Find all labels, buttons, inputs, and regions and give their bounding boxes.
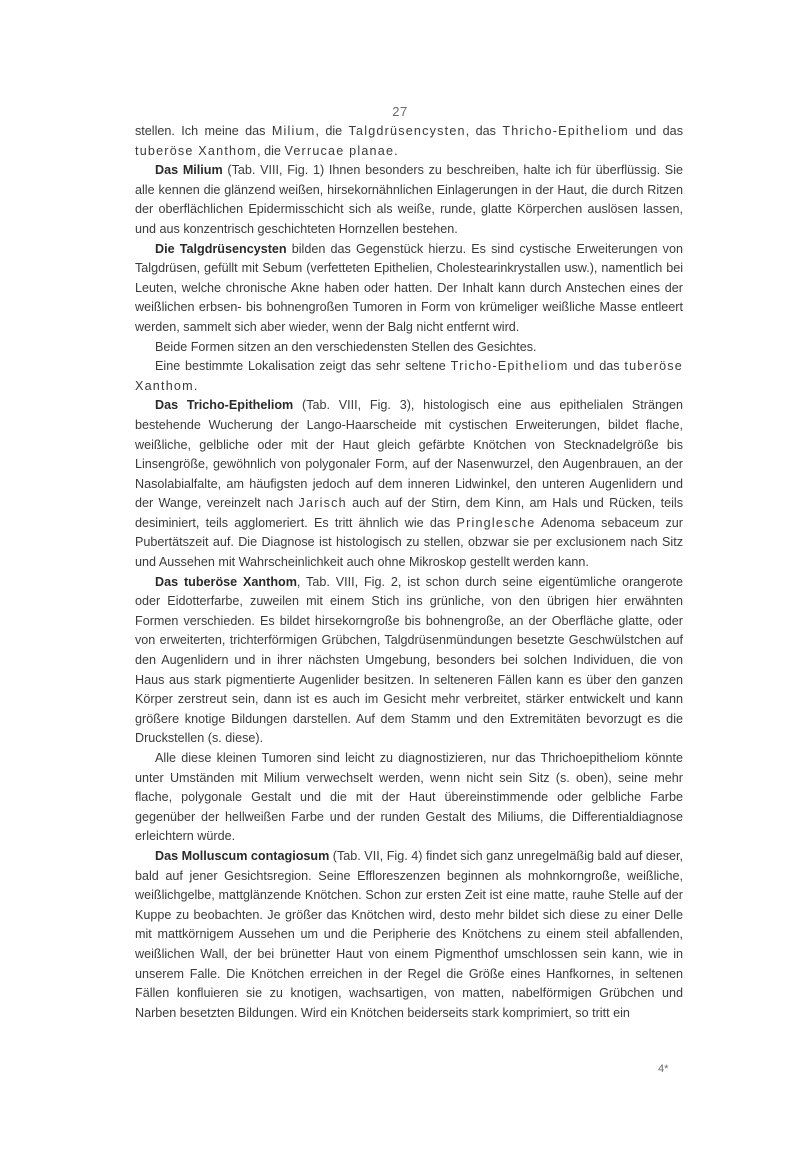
paragraph-molluscum-contagiosum: [135, 847, 683, 1023]
emphasized-term: Thricho-Epitheliom: [502, 124, 629, 138]
paragraph-talgdruesencysten: [135, 240, 683, 338]
paragraph-beide-formen: [135, 338, 683, 358]
section-heading: Das Milium: [155, 163, 223, 178]
body-text: [135, 122, 683, 1023]
paragraph-0: [135, 122, 683, 161]
section-heading: Das Molluscum contagiosum: [155, 848, 330, 863]
emphasized-term: tuberöse Xanthom: [135, 359, 683, 393]
signature-mark: 4*: [658, 1063, 669, 1075]
emphasized-term: Verrucae planae: [284, 143, 395, 158]
text-run: Alle diese kleinen Tumoren sind leicht zu diagnostizieren, nur das Thrichoepitheliom könnte unter Umständen mit Milium verwechselt werden, wenn nicht sein Sitz (s. oben), seine mehr flache, polygonale Gestalt und die mit der Haut übereinstimmende oder gelbliche Farbe gegenüber der hellweißen Farbe und der runden Gestalt des Miliums, die Differentialdiagnose erleichtern würde.: [135, 751, 683, 844]
text-run: .: [394, 143, 398, 158]
text-run: Eine bestimmte Lokalisation zeigt das sehr seltene: [155, 359, 451, 374]
emphasized-term: Talgdrüsencysten: [348, 124, 466, 138]
paragraph-milium: [135, 161, 683, 239]
emphasized-term: Milium: [271, 124, 316, 138]
emphasized-term: Jarisch: [298, 496, 347, 511]
text-run: auch auf der Stirn, dem Kinn, am Hals und Rücken, teils desiminiert, teils agglomeriert. Es tritt ähnlich wie das: [135, 496, 683, 530]
section-heading: Das tuberöse Xanthom: [155, 574, 297, 589]
emphasized-term: Pringlesche: [456, 515, 536, 530]
emphasized-term: tuberöse Xanthom: [135, 143, 258, 158]
paragraph-diagnose: [135, 749, 683, 847]
text-run: (Tab. VIII, Fig. 3), histologisch eine aus epithelialen Strängen bestehende Wucherung der Lango-Haarscheide mit cystischen Erweiterungen, bildet flache, weißliche, gelbliche oder mit der Haut gleich gefärbte Knötchen von Stecknadelgröße bis Linsengröße, gewöhnlich von polygonaler Form, auf der Nasenwurzel, den Augenbrauen, an der Nasolabialfalte, am häufigsten jedoch auf dem inneren Lidwinkel, den unteren Augenlidern und der Wange, vereinzelt nach: [135, 398, 683, 511]
emphasized-term: Tricho-Epitheliom: [450, 359, 569, 374]
text-run: (Tab. VIII, Fig. 1) Ihnen besonders zu beschreiben, halte ich für überflüssig. Sie alle kennen die glänzend weißen, hirsekornähnlichen Einlagerungen in der Haut, die durch Ritzen der oberflächlichen Epidermisschicht sich als weiße, runde, glatte Körperchen auslösen lassen, und aus konzentrisch geschichteten Hornzellen bestehen.: [135, 163, 683, 236]
text-run: , Tab. VIII, Fig. 2, ist schon durch seine eigentümliche orangerote oder Eidotterfarbe, zuweilen mit einem Stich ins grünliche, von den übrigen hier erwähnten Formen verschieden. Es bildet hirsekorngroße bis bohnengroße, an der Oberfläche glatte, oder von erweiterten, trichterförmigen Grübchen, Talgdrüsenmündungen besetzte Geschwülstchen auf den Augenlidern und in ihrer nächsten Umgebung, besonders bei solchen Individuen, die von Haus aus stark pigmentierte Augenlider besitzen. In selteneren Fällen kann es über den ganzen Körper zerstreut sein, dann ist es auch im Gesicht mehr verbreitet, stärker entwickelt und kann größere knotige Bildungen darstellen. Auf dem Stamm und den Extremitäten bevorzugt es die Druckstellen (s. diese).: [135, 574, 683, 746]
text-run: , die: [257, 143, 285, 158]
text-run: .: [193, 378, 198, 393]
section-heading: Das Tricho-Epitheliom: [155, 398, 294, 413]
text-run: und das: [568, 359, 625, 374]
paragraph-tuberoeses-xanthom: [135, 573, 683, 749]
paragraph-lokalisation: [135, 357, 683, 396]
paragraph-tricho-epitheliom: [135, 396, 683, 572]
text-run: , das: [465, 124, 503, 138]
text-run: (Tab. VII, Fig. 4) findet sich ganz unregelmäßig bald auf dieser, bald auf jener Gesichtsregion. Seine Effloreszenzen beginnen als mohnkorngroße, weißliche, weißlichgelbe, mattglänzende Knötchen. Schon zur ersten Zeit ist eine matte, rauhe Stelle auf der Kuppe zu beobachten. Je größer das Knötchen wird, desto mehr bildet sich diese zu einer Delle mit mattkörnigem Aussehen um und die Peripherie des Knötchens zu einem steil abfallenden, weißlichen Wall, der bei brünetter Haut von einem Pigmenthof umschlossen sein kann, wie in unserem Falle. Die Knötchen erreichen in der Regel die Größe eines Hanfkornes, in seltenen Fällen konfluieren sie zu knotigen, wachsartigen, von matten, nabelförmigen Grübchen und Narben besetzten Bildungen. Wird ein Knötchen beiderseits stark komprimiert, so tritt ein: [135, 848, 683, 1020]
section-heading: Die Talgdrüsencysten: [155, 241, 287, 256]
text-run: , die: [315, 124, 349, 138]
text-run: Beide Formen sitzen an den verschiedensten Stellen des Gesichtes.: [155, 339, 537, 354]
text-run: und das: [628, 124, 683, 138]
page-number: 27: [392, 104, 408, 119]
text-run: stellen. Ich meine das: [135, 124, 272, 138]
text-run: bilden das Gegenstück hierzu. Es sind cystische Erweiterungen von Talgdrüsen, gefüllt mit Sebum (verfetteten Epithelien, Cholestearinkrystallen usw.), namentlich bei Leuten, welche chronische Akne haben oder hatten. Der Inhalt kann durch Anstechen eines der weißlichen erbsen- bis bohnengroßen Tumoren in Form von krümeliger weißliche Masse entleert werden, sammelt sich aber wieder, wenn der Balg nicht entfernt wird.: [135, 241, 683, 334]
text-run: Adenoma sebaceum zur Pubertätszeit auf. Die Diagnose ist histologisch zu stellen, obzwar sie per exclusionem nach Sitz und Aussehen mit Wahrscheinlichkeit auch ohne Mikroskop gestellt werden kann.: [135, 515, 684, 570]
